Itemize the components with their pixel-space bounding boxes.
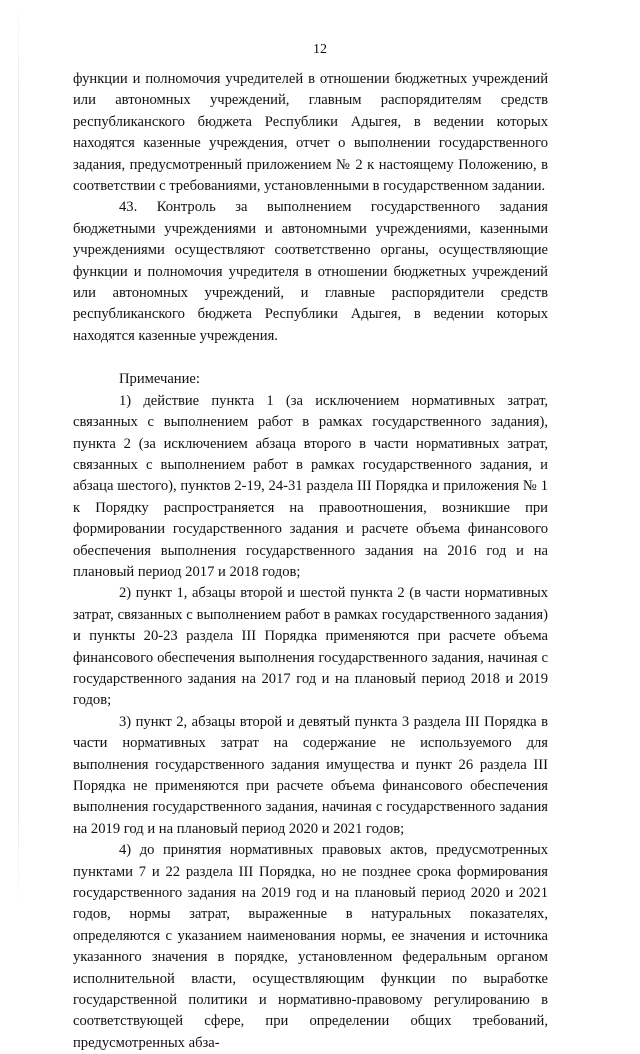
paragraph-43: 43. Контроль за выполнением государственного задания бюджетными учреждениями и автономными учреждениями, казенными учреждениями осуществляют соответственно органы, осуществляющие функции и полномочия учредителя в отношении бюджетных учреждений или автономных учреждений, и главные распорядители средств республиканского бюджета Республики Адыгея, в ведении которых находятся казенные учреждения. [73,199,548,344]
note-item-4: 4) до принятия нормативных правовых актов, предусмотренных пунктами 7 и 22 раздела III Порядка, но не позднее срока формирования государственного задания на 2019 год и на плановый период 2020 и 2021 годов, нормы затрат, выраженные в натуральных показателях, определяются с указанием наименования нормы, ее значения и источника указанного значения в порядке, установленном федеральным органом исполнительной власти, осуществляющим функции по выработке государственной политики и нормативно-правовому регулированию в соответствующей сфере, при определении общих требований, предусмотренных абза- [73,842,548,1051]
note-item-1: 1) действие пункта 1 (за исключением нормативных затрат, связанных с выполнением работ в рамках государственного задания), пункта 2 (за исключением абзаца второго в части нормативных затрат, связанных с выполнением работ в рамках государственного задания, и абзаца шестого), пунктов 2-19, 24-31 раздела III Порядка и приложения № 1 к Порядку распространяется на правоотношения, возникшие при формировании государственного задания и расчете объема финансового обеспечения выполнения государственного задания на 2016 год и на плановый период 2017 и 2018 годов; [73,392,548,580]
scan-edge-shadow [18,0,19,905]
note-item-3: 3) пункт 2, абзацы второй и девятый пункта 3 раздела III Порядка в части нормативных затрат на содержание не используемого для выполнения государственного задания имущества и пункт 26 раздела III Порядка не применяются при расчете объема финансового обеспечения выполнения государственного задания, начиная с государственного задания на 2019 год и на плановый период 2020 и 2021 годов; [73,713,548,837]
note-heading: Примечание: [119,371,200,388]
document-body [73,69,548,1054]
page-number: 12 [313,42,327,57]
paragraph-continuation: функции и полномочия учредителей в отношении бюджетных учреждений или автономных учреждений, главным распорядителям средств республиканского бюджета Республики Адыгея, в ведении которых находятся казенные учреждения, отчет о выполнении государственного задания, предусмотренный приложением № 2 к настоящему Положению, в соответствии с требованиями, установленными в государственном задании. [73,71,548,195]
note-item-2: 2) пункт 1, абзацы второй и шестой пункта 2 (в части нормативных затрат, связанных с выполнением работ в рамках государственного задания) и пункты 20-23 раздела III Порядка применяются при расчете объема финансового обеспечения выполнения государственного задания, начиная с государственного задания на 2017 год и на плановый период 2018 и 2019 годов; [73,585,548,709]
